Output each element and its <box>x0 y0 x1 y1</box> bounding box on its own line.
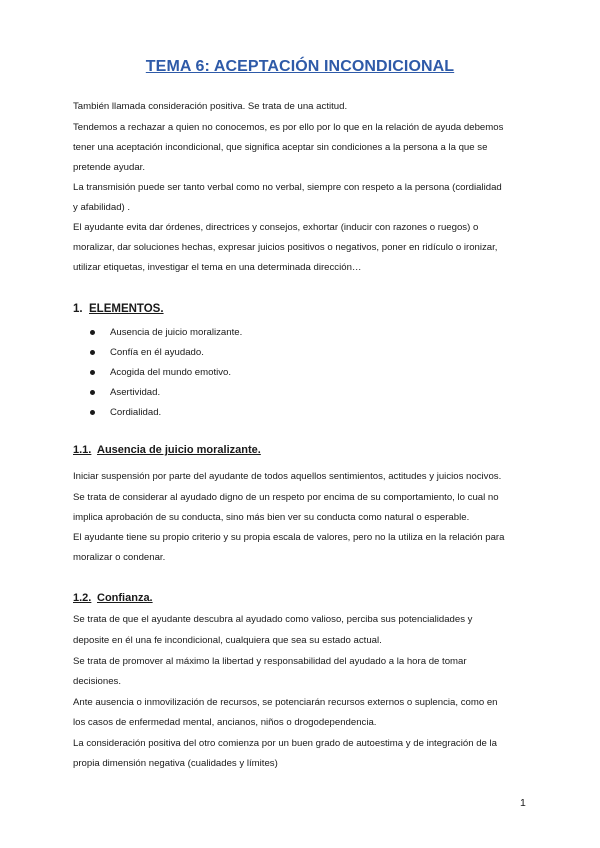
bullet-icon <box>90 370 95 375</box>
page-title: TEMA 6: ACEPTACIÓN INCONDICIONAL <box>145 58 455 75</box>
intro-line: La transmisión puede ser tanto verbal como no verbal, siempre con respeto a la persona (cordialidad <box>73 182 502 193</box>
list-item: Cordialidad. <box>90 403 242 423</box>
paragraph-line: La consideración positiva del otro comienza por un buen grado de autoestima y de integración de la <box>73 738 497 749</box>
intro-line: moralizar, dar soluciones hechas, expresar juicios positivos o negativos, poner en ridículo o ironizar, <box>73 242 498 253</box>
paragraph-line: moralizar o condenar. <box>73 552 166 563</box>
intro-line: pretende ayudar. <box>73 162 146 173</box>
paragraph-line: los casos de enfermedad mental, ancianos, niños o drogodependencia. <box>73 717 377 728</box>
section-heading-confianza <box>73 592 153 604</box>
section-title: Ausencia de juicio moralizante. <box>97 444 261 456</box>
section-number: 1.1. <box>73 444 92 456</box>
paragraph-line: Se trata de que el ayudante descubra al ayudado como valioso, perciba sus potencialidades y <box>73 614 473 625</box>
bullet-icon <box>90 410 95 415</box>
section-heading-ausencia <box>73 444 261 456</box>
list-item: Asertividad. <box>90 383 242 403</box>
paragraph-line: Iniciar suspensión por parte del ayudante de todos aquellos sentimientos, actitudes y juicios nocivos. <box>73 471 502 482</box>
paragraph-line: El ayudante tiene su propio criterio y su propia escala de valores, pero no la utiliza en la relación para <box>73 532 505 543</box>
intro-line: y afabilidad) . <box>73 202 131 213</box>
intro-line: También llamada consideración positiva. Se trata de una actitud. <box>73 101 348 112</box>
paragraph-line: propia dimensión negativa (cualidades y límites) <box>73 758 278 769</box>
paragraph-line: decisiones. <box>73 676 121 687</box>
section-heading-elementos <box>73 303 164 315</box>
elements-list <box>90 323 242 423</box>
list-item: Acogida del mundo emotivo. <box>90 363 242 383</box>
intro-line: El ayudante evita dar órdenes, directrices y consejos, exhortar (inducir con razones o ruegos) o <box>73 222 479 233</box>
section-number: 1. <box>73 303 83 315</box>
bullet-icon <box>90 390 95 395</box>
intro-line: Tendemos a rechazar a quien no conocemos, es por ello por lo que en la relación de ayuda debemos <box>73 122 504 133</box>
list-item: Ausencia de juicio moralizante. <box>90 323 242 343</box>
paragraph-line: Ante ausencia o inmovilización de recursos, se potenciarán recursos externos o suplencia, como en <box>73 697 498 708</box>
section-title: ELEMENTOS. <box>89 303 164 315</box>
section-number: 1.2. <box>73 592 92 604</box>
list-item: Confía en él ayudado. <box>90 343 242 363</box>
intro-line: utilizar etiquetas, investigar el tema en una determinada dirección… <box>73 262 362 273</box>
paragraph-line: Se trata de considerar al ayudado digno de un respeto por encima de su comportamiento, lo cual no <box>73 492 499 503</box>
bullet-icon <box>90 350 95 355</box>
paragraph-line: deposite en él una fe incondicional, cualquiera que sea su estado actual. <box>73 635 382 646</box>
bullet-icon <box>90 330 95 335</box>
paragraph-line: Se trata de promover al máximo la libertad y responsabilidad del ayudado a la hora de tomar <box>73 656 467 667</box>
page-number: 1 <box>520 797 526 809</box>
intro-line: tener una aceptación incondicional, que significa aceptar sin condiciones a la persona a la que se <box>73 142 488 153</box>
paragraph-line: implica aprobación de su conducta, sino más bien ver su conducta como natural o esperable. <box>73 512 470 523</box>
section-title: Confianza. <box>97 592 153 604</box>
